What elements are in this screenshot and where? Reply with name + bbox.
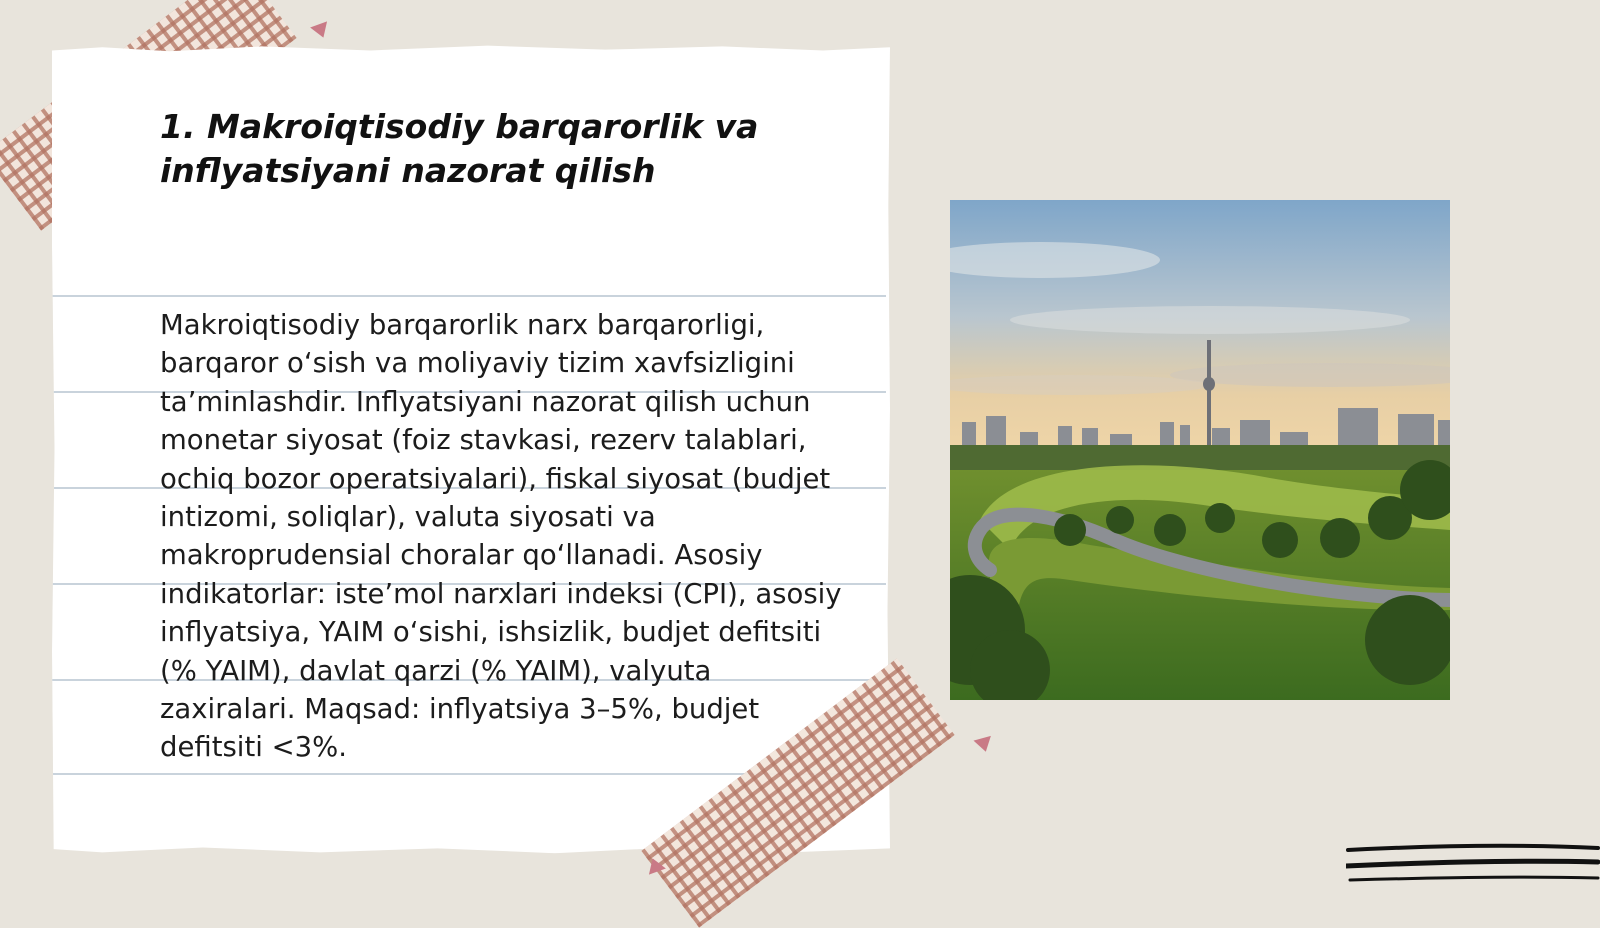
pin-marker	[973, 736, 994, 754]
slide-body-text: Makroiqtisodiy barqarorlik narx barqarorligi, barqaror o‘sish va moliyaviy tizim xavfsizligini ta’minlashdir. Inflyatsiyani nazorat qilish uchun monetar siyosat (foiz stavkasi, rezerv talablari, ochiq bozor operatsiyalari), fiskal siyosat (budjet intizomi, soliqlar), valuta siyosati va makroprudensial choralar qo‘llanadi. Asosiy indikatorlar: iste’mol narxlari indeksi (CPI), asosiy inflyatsiya, YAIM o‘sishi, ishsizlik, budjet defitsiti (% YAIM), davlat qarzi (% YAIM), valyuta zaxiralari. Maqsad: inflyatsiya 3–5%, budjet defitsiti <3%.	[160, 309, 842, 764]
city-park-photo	[950, 200, 1450, 700]
pin-marker	[310, 21, 332, 40]
ruled-line	[52, 295, 886, 297]
slide-title: 1. Makroiqtisodiy barqarorlik va inflyatsiyani nazorat qilish	[160, 107, 759, 190]
decorative-brush-lines	[1346, 842, 1600, 892]
